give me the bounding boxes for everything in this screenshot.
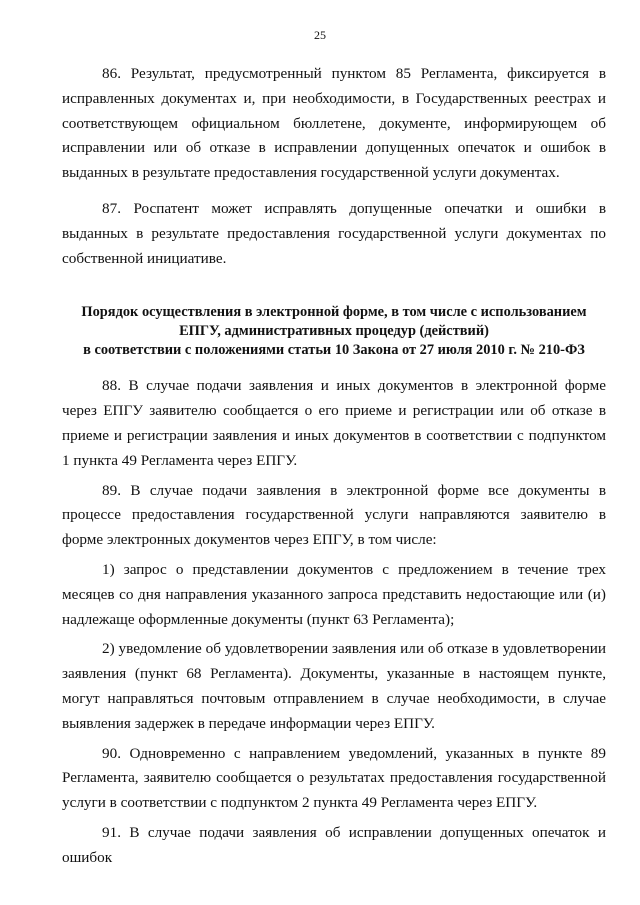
paragraph-88: 88. В случае подачи заявления и иных документов в электронной форме через ЕПГУ заявителю сообщается о его приеме и регистрации или об отказе в приеме и регистрации заявления и иных документов в соответствии с подпунктом 1 пункта 49 Регламента через ЕПГУ. xyxy=(62,377,606,469)
document-body xyxy=(62,62,606,871)
paragraph-91: 91. В случае подачи заявления об исправлении допущенных опечаток и ошибок xyxy=(62,823,606,866)
section-heading-line-3: в соответствии с положениями статьи 10 Закона от 27 июля 2010 г. № 210-ФЗ xyxy=(83,342,585,359)
paragraph-89-item-2: 2) уведомление об удовлетворении заявления или об отказе в удовлетворении заявления (пункт 68 Регламента). Документы, указанные в настоящем пункте, могут направляться почтовым отправлением в случае необходимости, в случае выявления задержек в передаче информации через ЕПГУ. xyxy=(62,640,606,732)
paragraph-89: 89. В случае подачи заявления в электронной форме все документы в процессе предоставления государственной услуги направляются заявителю в форме электронных документов через ЕПГУ, в том числе: xyxy=(62,481,606,549)
section-heading-line-1: Порядок осуществления в электронной форме, в том числе с использованием xyxy=(81,304,587,321)
page-number: 25 xyxy=(314,28,326,42)
paragraph-89-item-1: 1) запрос о представлении документов с предложением в течение трех месяцев со дня направления указанного запроса представить недостающие или (и) надлежаще оформленные документы (пункт 63 Регламента); xyxy=(62,560,606,628)
paragraph-86: 86. Результат, предусмотренный пунктом 85 Регламента, фиксируется в исправленных документах и, при необходимости, в Государственных реестрах и соответствующем официальном бюллетене, документе, информирующем об исправлении или об отказе в исправлении допущенных опечаток и ошибок в выданных в результате предоставления государственной услуги документах. xyxy=(62,65,606,182)
section-heading-line-2: ЕПГУ, административных процедур (действий) xyxy=(179,323,489,340)
section-heading xyxy=(62,303,606,360)
paragraph-90: 90. Одновременно с направлением уведомлений, указанных в пункте 89 Регламента, заявителю сообщается о результатах предоставления государственной услуги в соответствии с подпунктом 2 пункта 49 Регламента через ЕПГУ. xyxy=(62,744,606,812)
paragraph-87: 87. Роспатент может исправлять допущенные опечатки и ошибки в выданных в результате предоставления государственной услуги документах по собственной инициативе. xyxy=(62,199,606,267)
